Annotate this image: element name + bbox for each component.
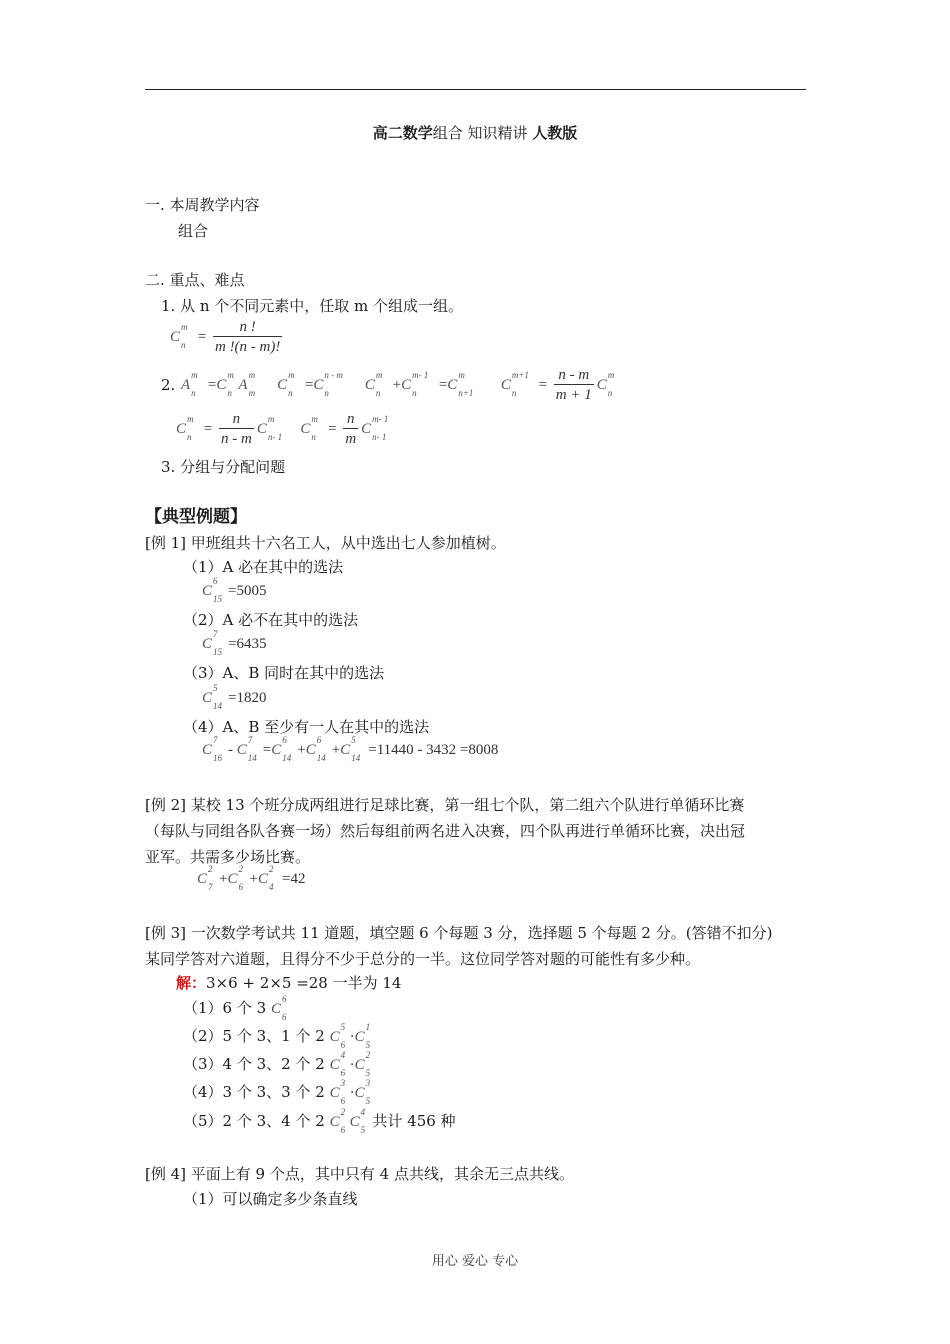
case-total: 共计 456 种 <box>367 1112 456 1130</box>
ex1-q2: （2）A 必不在其中的选法 <box>183 611 359 629</box>
ex3-line1: [例 3] 一次数学考试共 11 道题，填空题 6 个每题 3 分，选择题 5 个每题 2 分。(答错不扣分) <box>145 924 773 942</box>
section1-content: 组合 <box>178 222 209 240</box>
examples-heading: 【典型例题】 <box>145 507 247 527</box>
ex1-a4-value: =11440 - 3432 =8008 <box>368 742 499 758</box>
case1-text: （1）6 个 3 <box>183 999 267 1017</box>
section2-item3: 3. 分组与分配问题 <box>161 458 286 476</box>
header-rule <box>145 89 806 90</box>
ex1-a3-value: =1820 <box>228 690 267 706</box>
ex2-line3: 亚军。共需多少场比赛。 <box>145 848 311 866</box>
page-title <box>0 122 950 143</box>
title-bold-1: 高二数学 <box>372 124 433 142</box>
ex1-a1-value: =5005 <box>228 583 267 599</box>
case3-text: （3）4 个 3、2 个 2 <box>183 1055 325 1073</box>
ex4-q1: （1）可以确定多少条直线 <box>183 1190 358 1208</box>
ex1-a3: C 5 14 =1820 <box>202 683 267 711</box>
ex3-case1: （1）6 个 3 C 6 6 <box>183 994 287 1022</box>
ex3-case3: （3）4 个 3、2 个 2 C 4 6 ·C 2 5 <box>183 1050 371 1078</box>
ex3-solution <box>176 973 401 993</box>
solution-text: 3×6 + 2×5 =28 一半为 14 <box>206 974 402 992</box>
ex1-title: [例 1] 甲班组共十六名工人，从中选出七人参加植树。 <box>145 534 506 552</box>
ex1-q1: （1）A 必在其中的选法 <box>183 558 344 576</box>
page-footer: 用心 爱心 专心 <box>431 1254 519 1269</box>
ex1-a2-value: =6435 <box>228 636 267 652</box>
formula-combination-definition: C m n = $\frac{n !}{m !(n - m)!}$ <box>170 319 281 355</box>
ex1-a4: C 7 16 - C 7 14 =C 6 14 +C 6 14 +C 5 14 =11440 - 3432 =8008 <box>202 735 499 763</box>
ex3-case4: （4）3 个 3、3 个 2 C 3 6 ·C 3 5 <box>183 1078 371 1106</box>
formula-properties-line2: C m n = $\frac{n}{n - m}$ C m n- 1 C m n = $\frac{n}{m}$ C m- 1 n- 1 <box>176 411 389 447</box>
ex3-case2: （2）5 个 3、1 个 2 C 5 6 ·C 1 5 <box>183 1022 371 1050</box>
case5-text: （5）2 个 3、4 个 2 <box>183 1112 325 1130</box>
title-regular: 组合 知识精讲 <box>432 124 533 142</box>
ex3-case5: （5）2 个 3、4 个 2 C 2 6 C 4 5 共计 456 种 <box>183 1107 456 1135</box>
ex1-a1: C 6 15 =5005 <box>202 576 267 604</box>
ex1-q4: （4）A、B 至少有一人在其中的选法 <box>183 718 430 736</box>
ex1-q3: （3）A、B 同时在其中的选法 <box>183 664 385 682</box>
case2-text: （2）5 个 3、1 个 2 <box>183 1027 325 1045</box>
case4-text: （4）3 个 3、3 个 2 <box>183 1083 325 1101</box>
section2-item2-label: 2. <box>161 376 176 394</box>
ex2-answer: C 2 7 +C 2 6 +C 2 4 =42 <box>197 864 306 892</box>
ex2-answer-value: =42 <box>281 871 306 887</box>
formula-properties-line1: A m n =C m n A m m C m n =C n - m n C m n +C m- 1 n =C m n+1 C m+1 n = $\frac{n - m}{m + 1}$ C m n <box>181 367 615 403</box>
ex3-line2: 某同学答对六道题，且得分不少于总分的一半。这位同学答对题的可能性有多少种。 <box>145 950 701 968</box>
section2-heading: 二. 重点、难点 <box>145 271 245 289</box>
ex4-title: [例 4] 平面上有 9 个点，其中只有 4 点共线，其余无三点共线。 <box>145 1165 574 1183</box>
section1-heading: 一. 本周教学内容 <box>145 196 260 214</box>
ex2-line2: （每队与同组各队各赛一场）然后每组前两名进入决赛，四个队再进行单循环比赛，决出冠 <box>145 822 746 840</box>
solution-label: 解： <box>176 974 207 992</box>
ex2-line1: [例 2] 某校 13 个班分成两组进行足球比赛，第一组七个队，第二组六个队进行单循环比赛 <box>145 796 745 814</box>
section2-item1: 1. 从 n 个不同元素中，任取 m 个组成一组。 <box>161 297 464 315</box>
title-bold-2: 人教版 <box>532 124 578 142</box>
ex1-a2: C 7 15 =6435 <box>202 629 267 657</box>
